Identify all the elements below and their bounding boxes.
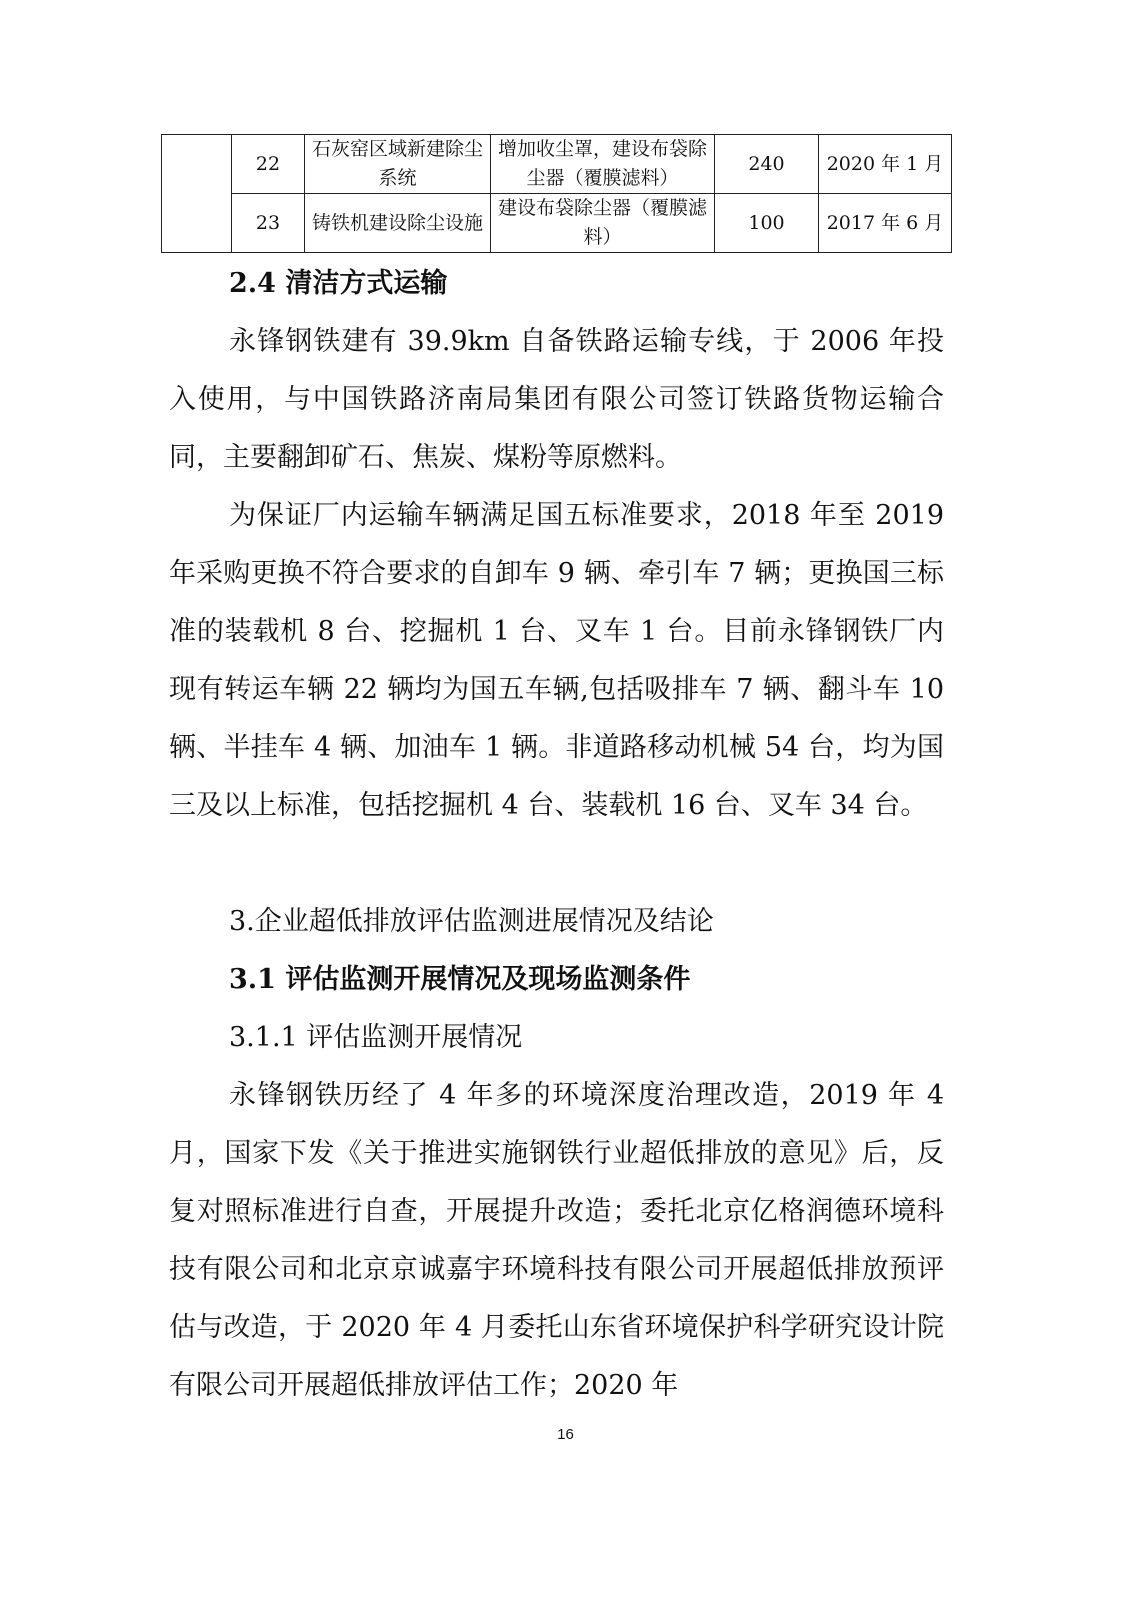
- date-cell: 2017 年 6 月: [819, 194, 952, 253]
- table-row: [162, 194, 952, 253]
- table-row: [162, 135, 952, 194]
- page-number: 16: [557, 1426, 574, 1443]
- facility-table-continuation: [161, 134, 951, 253]
- section-heading-3-1-1: 3.1.1 评估监测开展情况: [229, 1022, 523, 1053]
- section-heading-2-4: 2.4 清洁方式运输: [229, 268, 448, 299]
- investment-cell: 100: [715, 194, 819, 253]
- investment-cell: 240: [715, 135, 819, 194]
- measure-cell: 增加收尘罩，建设布袋除尘器（覆膜滤料）: [491, 135, 715, 194]
- date-cell: 2020 年 1 月: [819, 135, 952, 194]
- project-cell: 石灰窑区域新建除尘系统: [305, 135, 491, 194]
- paragraph-assessment-progress: 永锋钢铁历经了 4 年多的环境深度治理改造，2019 年 4 月，国家下发《关于推进实施钢铁行业超低排放的意见》后，反复对照标准进行自查，开展提升改造；委托北京亿格润德环境科技有限公司和北京京诚嘉宇环境科技有限公司开展超低排放预评估与改造，于 2020 年 4 月委托山东省环境保护科学研究设计院有限公司开展超低排放评估工作；2020 年: [169, 1080, 944, 1401]
- paragraph-railway-transport: 永锋钢铁建有 39.9km 自备铁路运输专线，于 2006 年投入使用，与中国铁路济南局集团有限公司签订铁路货物运输合同，主要翻卸矿石、焦炭、煤粉等原燃料。: [169, 326, 944, 473]
- row-number-cell: 23: [232, 194, 305, 253]
- facility-table: [161, 134, 952, 253]
- paragraph-vehicle-upgrade: 为保证厂内运输车辆满足国五标准要求，2018 年至 2019 年采购更换不符合要求的自卸车 9 辆、牵引车 7 辆；更换国三标准的装载机 8 台、挖掘机 1 台、叉车 1 台。目前永锋钢铁厂内现有转运车辆 22 辆均为国五车辆,包括吸排车 7 辆、翻斗车 10 辆、半挂车 4 辆、加油车 1 辆。非道路移动机械 54 台，均为国三及以上标准，包括挖掘机 4 台、装载机 16 台、叉车 34 台。: [169, 500, 944, 821]
- measure-cell: 建设布袋除尘器（覆膜滤料）: [491, 194, 715, 253]
- table-category-cell: [162, 135, 232, 253]
- section-heading-3: 3.企业超低排放评估监测进展情况及结论: [229, 906, 714, 937]
- section-heading-3-1: 3.1 评估监测开展情况及现场监测条件: [229, 964, 691, 995]
- row-number-cell: 22: [232, 135, 305, 194]
- project-cell: 铸铁机建设除尘设施: [305, 194, 491, 253]
